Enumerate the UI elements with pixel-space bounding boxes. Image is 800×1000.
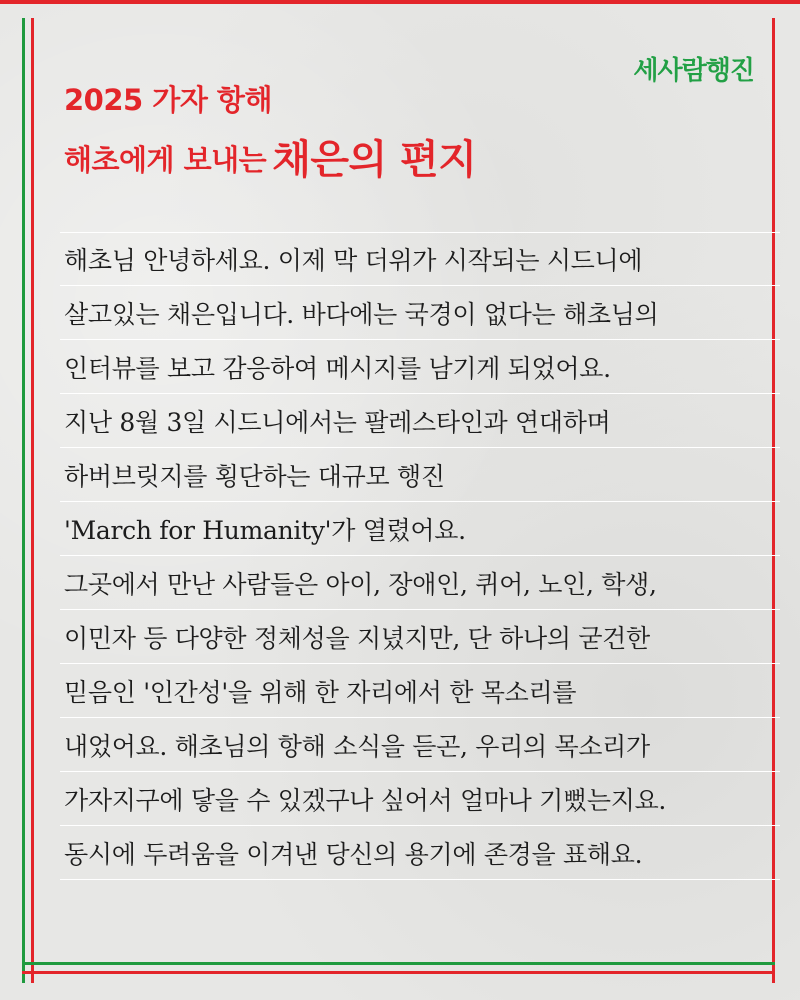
letter-line: 믿음인 '인간성'을 위해 한 자리에서 한 목소리를	[60, 664, 780, 718]
frame-left-green-line	[22, 18, 25, 983]
title-prefix: 해초에게 보내는	[64, 143, 267, 177]
letter-line: 해초님 안녕하세요. 이제 막 더위가 시작되는 시드니에	[60, 232, 780, 286]
frame-bottom-red-line	[22, 971, 775, 974]
title-emphasis: 채은의 편지	[272, 137, 477, 183]
letter-body	[60, 232, 780, 880]
brand-logo: 세사람행진	[633, 56, 754, 86]
letter-line: 살고있는 채은입니다. 바다에는 국경이 없다는 해초님의	[60, 286, 780, 340]
letter-line: 'March for Humanity'가 열렸어요.	[60, 502, 780, 556]
frame-top-red-line	[0, 0, 800, 4]
frame-bottom-green-line	[22, 962, 775, 965]
letter-line: 이민자 등 다양한 정체성을 지녔지만, 단 하나의 굳건한	[60, 610, 780, 664]
letter-line: 하버브릿지를 횡단하는 대규모 행진	[60, 448, 780, 502]
letter-line: 동시에 두려움을 이겨낸 당신의 용기에 존경을 표해요.	[60, 826, 780, 880]
letter-line: 내었어요. 해초님의 항해 소식을 듣곤, 우리의 목소리가	[60, 718, 780, 772]
letter-line: 그곳에서 만난 사람들은 아이, 장애인, 퀴어, 노인, 학생,	[60, 556, 780, 610]
letter-line: 지난 8월 3일 시드니에서는 팔레스타인과 연대하며	[60, 394, 780, 448]
title-heading-line2	[64, 128, 476, 185]
letter-line: 인터뷰를 보고 감응하여 메시지를 남기게 되었어요.	[60, 340, 780, 394]
letter-line: 가자지구에 닿을 수 있겠구나 싶어서 얼마나 기뻤는지요.	[60, 772, 780, 826]
frame-left-red-line	[31, 18, 34, 983]
title-heading-line1: 2025 가자 항해	[64, 83, 272, 117]
